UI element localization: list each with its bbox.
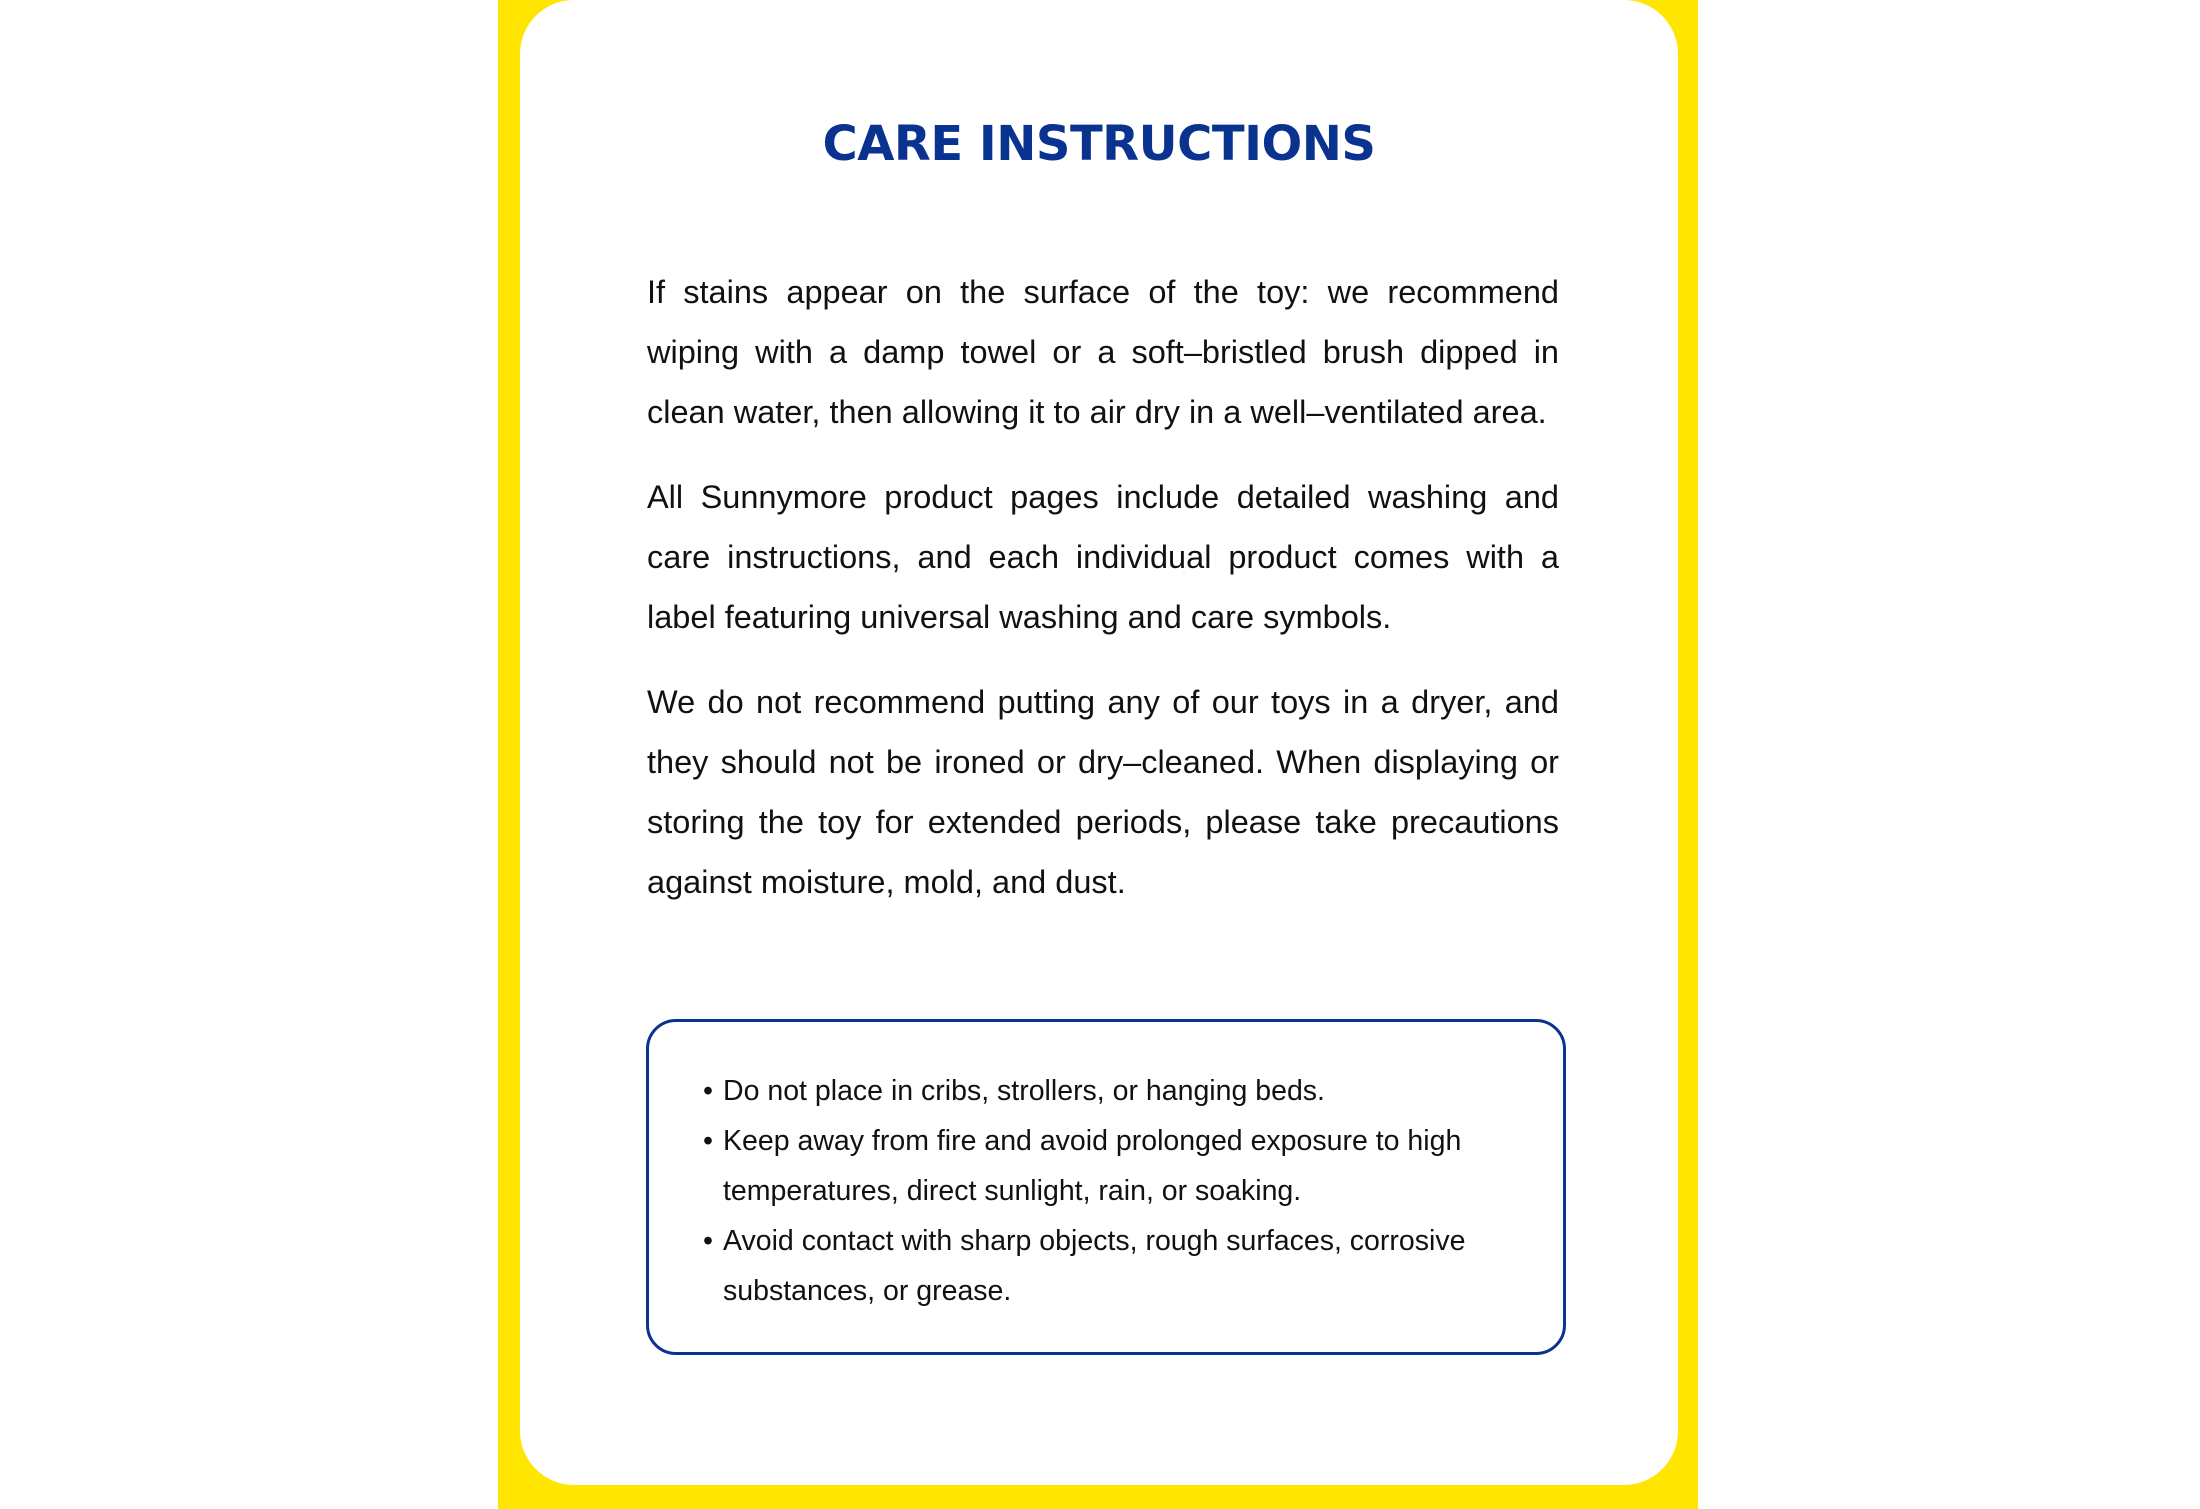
care-paragraph-stains: If stains appear on the surface of the toy: we recommend wiping with a damp towel or a soft–bristled brush dipped in clean water, then allowing it to air dry in a well–ventilated area.	[647, 274, 1559, 430]
warning-box	[646, 1019, 1566, 1355]
bullet-icon: •	[703, 1075, 713, 1107]
care-paragraph-labels: All Sunnymore product pages include detailed washing and care instructions, and each individual product comes with a label featuring universal washing and care symbols.	[647, 479, 1559, 635]
warning-list	[705, 1066, 1523, 1316]
care-card	[520, 0, 1678, 1485]
warning-text: Avoid contact with sharp objects, rough surfaces, corrosive substances, or grease.	[723, 1225, 1466, 1307]
page-title: CARE INSTRUCTIONS	[822, 116, 1376, 172]
care-paragraph-drying: We do not recommend putting any of our toys in a dryer, and they should not be ironed or dry–cleaned. When displaying or storing the toy for extended periods, please take precautions against moisture, mold, and dust.	[647, 684, 1559, 900]
warning-text: Keep away from fire and avoid prolonged exposure to high temperatures, direct sunlight, rain, or soaking.	[723, 1125, 1462, 1207]
warning-item	[705, 1066, 1523, 1116]
bullet-icon: •	[703, 1125, 713, 1157]
warning-text: Do not place in cribs, strollers, or hanging beds.	[723, 1075, 1325, 1107]
warning-item	[705, 1216, 1523, 1316]
care-body	[647, 262, 1559, 937]
bullet-icon: •	[703, 1225, 713, 1257]
warning-item	[705, 1116, 1523, 1216]
